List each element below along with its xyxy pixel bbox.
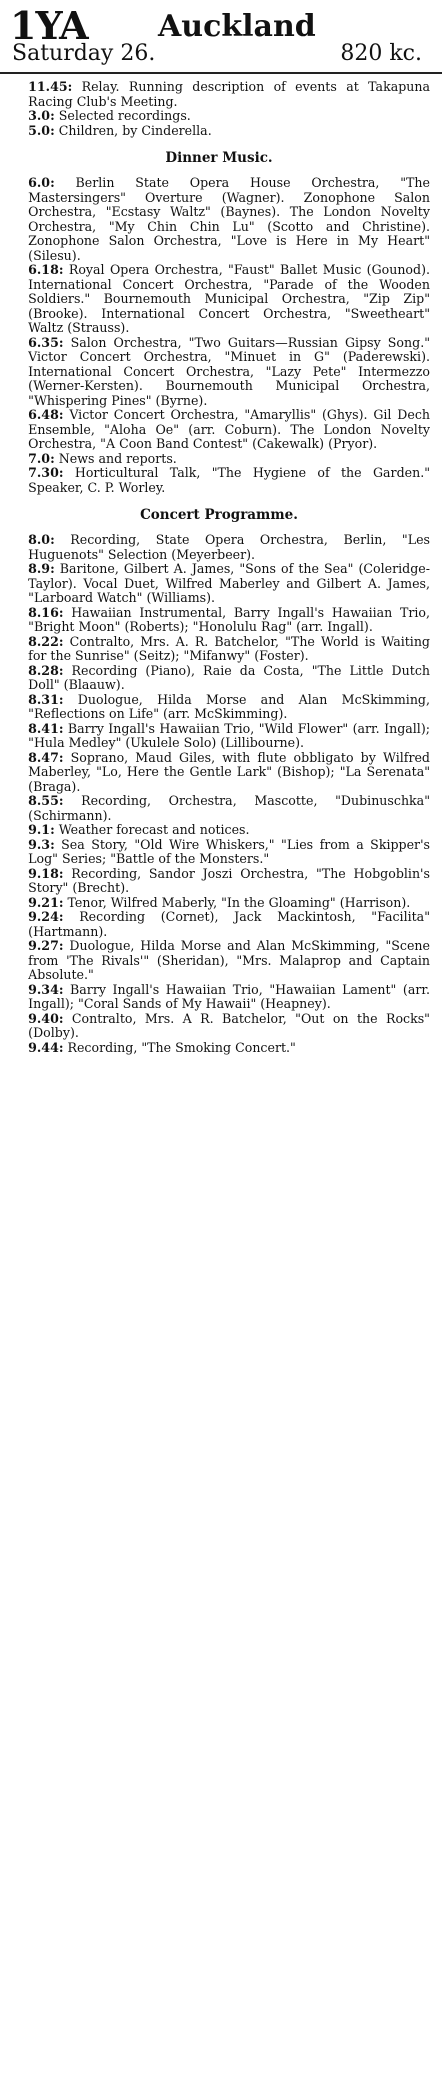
- item-description: Tenor, Wilfred Maberly, "In the Gloaming" (Harrison).: [67, 894, 411, 910]
- item-description: Duologue, Hilda Morse and Alan McSkimming, "Scene from 'The Rivals'" (Sheridan), "Mrs. Malaprop and Captain Absolute.": [28, 938, 430, 982]
- station-callsign: 1YA: [10, 3, 88, 48]
- programme-item: [8, 896, 430, 911]
- programme-item: [8, 1041, 430, 1056]
- item-description: Baritone, Gilbert A. James, "Sons of the Sea" (Coleridge-Taylor). Vocal Duet, Wilfred Maberley and Gilbert A. James, "Larboard Watch" (Williams).: [28, 561, 430, 605]
- item-description: Victor Concert Orchestra, "Amaryllis" (Ghys). Gil Dech Ensemble, "Aloha Oe" (arr. Coburn). The London Novelty Orchestra, "A Coon Band Contest" (Cakewalk) (Pryor).: [28, 407, 430, 451]
- item-description: Recording, "The Smoking Concert.": [67, 1039, 296, 1055]
- item-time: 9.44:: [28, 1039, 64, 1055]
- item-description: Royal Opera Orchestra, "Faust" Ballet Music (Gounod). International Concert Orchestra, "Parade of the Wooden Soldiers." Bournemouth Municipal Orchestra, "Zip Zip" (Brooke). International Concert Orchestra, "Sweetheart" Waltz (Strauss).: [28, 262, 430, 335]
- item-time: 5.0:: [28, 122, 55, 138]
- item-description: Hawaiian Instrumental, Barry Ingall's Hawaiian Trio, "Bright Moon" (Roberts); "Honolulu Rag" (arr. Ingall).: [28, 604, 430, 634]
- concert-programme-heading: Concert Programme.: [140, 507, 298, 523]
- programme-item: [8, 838, 430, 867]
- item-time: 8.55:: [28, 793, 64, 808]
- item-description: Children, by Cinderella.: [58, 122, 212, 138]
- programme-item: [8, 910, 430, 939]
- broadcast-day: Saturday 26.: [12, 41, 156, 66]
- station-frequency: 820 kc.: [340, 41, 422, 66]
- programme-item: [8, 983, 430, 1012]
- opening-listings: [8, 80, 430, 138]
- programme-item: [8, 693, 430, 722]
- item-description: Salon Orchestra, "Two Guitars—Russian Gipsy Song." Victor Concert Orchestra, "Minuet in G" (Paderewski). International Concert Orchestra, "Lazy Pete" Intermezzo (Werner-Kersten). Bournemouth Municipal Orchestra, "Whispering Pines" (Byrne).: [28, 334, 430, 408]
- programme-item: [8, 466, 430, 495]
- programme-item: [8, 867, 430, 896]
- item-description: Contralto, Mrs. A R. Batchelor, "Out on the Rocks" (Dolby).: [28, 1010, 430, 1040]
- programme-item: [8, 452, 430, 467]
- item-description: Weather forecast and notices.: [58, 822, 250, 837]
- dinner-music-heading: Dinner Music.: [165, 150, 273, 166]
- item-time: 6.18:: [28, 262, 64, 277]
- item-description: News and reports.: [58, 450, 177, 466]
- programme-item: [8, 794, 430, 823]
- concert-programme-listings: [8, 533, 430, 1055]
- item-time: 6.48:: [28, 407, 64, 422]
- programme-item: [8, 635, 430, 664]
- item-description: Horticultural Talk, "The Hygiene of the Garden." Speaker, C. P. Worley.: [28, 465, 430, 495]
- item-time: 3.0:: [28, 108, 55, 123]
- programme-item: [8, 1012, 430, 1041]
- item-description: Berlin State Opera House Orchestra, "The Mastersingers" Overture (Wagner). Zonophone Salon Orchestra, "Ecstasy Waltz" (Baynes). The London Novelty Orchestra, "My Chin Chin Lu" (Scotto and Christine). Zonophone Salon Orchestra, "Love is Here in My Heart" (Silesu).: [28, 175, 430, 263]
- item-time: 9.1:: [28, 822, 55, 837]
- programme-item: [8, 336, 430, 409]
- programme-item: [8, 664, 430, 693]
- item-time: 8.16:: [28, 604, 64, 620]
- item-time: 9.3:: [28, 836, 55, 852]
- item-time: 6.35:: [28, 334, 64, 350]
- item-time: 8.22:: [28, 633, 64, 649]
- item-description: Recording, State Opera Orchestra, Berlin, "Les Huguenots" Selection (Meyerbeer).: [28, 532, 430, 562]
- item-time: 9.24:: [28, 909, 64, 924]
- programme-item: [8, 562, 430, 606]
- item-time: 9.40:: [28, 1010, 64, 1026]
- item-description: Barry Ingall's Hawaiian Trio, "Wild Flower" (arr. Ingall); "Hula Medley" (Ukulele Solo) (Lillibourne).: [28, 720, 430, 750]
- item-description: Recording (Cornet), Jack Mackintosh, "Facilita" (Hartmann).: [28, 909, 430, 939]
- item-time: 8.0:: [28, 532, 55, 547]
- programme-item: [8, 939, 430, 983]
- programme-header: [8, 0, 432, 66]
- item-time: 8.47:: [28, 749, 64, 765]
- item-description: Sea Story, "Old Wire Whiskers," "Lies from a Skipper's Log" Series; "Battle of the Monsters.": [28, 836, 430, 866]
- programme-item: [8, 176, 430, 263]
- item-time: 8.41:: [28, 720, 64, 736]
- item-description: Barry Ingall's Hawaiian Trio, "Hawaiian Lament" (arr. Ingall); "Coral Sands of My Hawaii" (Heapney).: [28, 981, 430, 1011]
- item-time: 8.28:: [28, 662, 64, 678]
- item-time: 9.18:: [28, 865, 64, 881]
- programme-item: [8, 263, 430, 336]
- header-divider: [0, 72, 442, 74]
- dinner-music-listings: [8, 176, 430, 495]
- programme-item: [8, 533, 430, 562]
- item-description: Recording, Sandor Joszi Orchestra, "The Hobgoblin's Story" (Brecht).: [28, 865, 430, 895]
- item-description: Recording, Orchestra, Mascotte, "Dubinuschka" (Schirmann).: [28, 793, 430, 823]
- programme-item: [8, 722, 430, 751]
- item-time: 6.0:: [28, 175, 55, 190]
- item-time: 7.30:: [28, 465, 64, 480]
- item-description: Relay. Running description of events at Takapuna Racing Club's Meeting.: [28, 79, 430, 109]
- programme-item: [8, 124, 430, 139]
- programme-item: [8, 751, 430, 795]
- station-city: Auckland: [158, 9, 316, 44]
- item-time: 7.0:: [28, 450, 55, 466]
- programme-item: [8, 823, 430, 838]
- programme-item: [8, 109, 430, 124]
- item-time: 9.21:: [28, 894, 64, 910]
- item-time: 11.45:: [28, 79, 73, 94]
- item-description: Recording (Piano), Raie da Costa, "The Little Dutch Doll" (Blaauw).: [28, 662, 430, 692]
- item-time: 9.34:: [28, 981, 64, 997]
- programme-body: [8, 80, 430, 1055]
- item-description: Selected recordings.: [58, 108, 191, 123]
- item-description: Duologue, Hilda Morse and Alan McSkimming, "Reflections on Life" (arr. McSkimming).: [28, 691, 430, 721]
- item-description: Contralto, Mrs. A. R. Batchelor, "The World is Waiting for the Sunrise" (Seitz); "Mifanwy" (Foster).: [28, 633, 430, 663]
- item-time: 8.31:: [28, 691, 64, 707]
- item-time: 8.9:: [28, 561, 55, 576]
- item-description: Soprano, Maud Giles, with flute obbligato by Wilfred Maberley, "Lo, Here the Gentle Lark" (Bishop); "La Serenata" (Braga).: [28, 749, 430, 794]
- programme-item: [8, 80, 430, 109]
- item-time: 9.27:: [28, 938, 64, 953]
- programme-item: [8, 606, 430, 635]
- programme-item: [8, 408, 430, 452]
